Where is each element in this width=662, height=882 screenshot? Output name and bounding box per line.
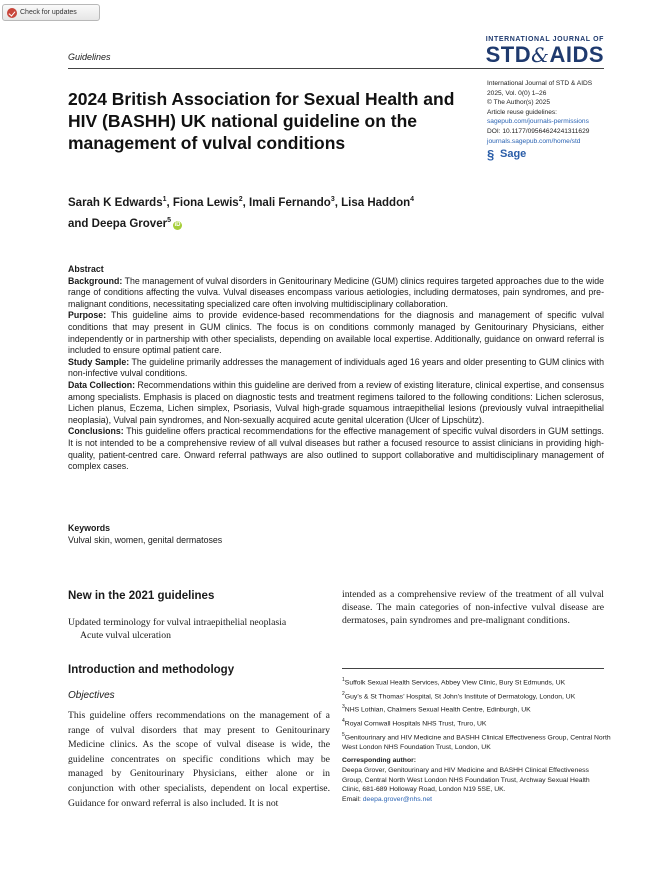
abstract-data-label: Data Collection: [68,379,135,390]
abstract-background [68,276,604,311]
journal-logo-aids: AIDS [549,42,604,67]
orcid-icon[interactable]: iD [174,221,181,228]
author-affiliation: 5 [167,216,171,224]
author-name: Deepa Grover [91,217,168,230]
email-link[interactable]: deepa.grover@nhs.net [362,796,433,804]
email-label: Email: [342,796,363,804]
author-affiliation: 2 [238,196,243,203]
author-list [68,191,488,233]
author-affiliation: 4 [410,196,415,203]
keywords-heading: Keywords [68,523,111,533]
journal-volume: 2025, Vol. 0(0) 1–26 [487,89,547,97]
abstract-background-label: Background: [68,275,123,286]
journal-logo-std: STD [485,42,532,67]
journal-info [487,79,617,161]
abstract-purpose [68,310,604,356]
reuse-label: Article reuse guidelines: [487,108,558,116]
affiliation-item [342,730,612,754]
left-column [68,590,330,811]
abstract-data-collection [68,380,604,426]
objectives-text: This guideline offers recommendations on the management of a range of vulval disorders that may present to Genitourinary Medicine clinics. As the scope of vulval disease is wide, the guideline concentrates on specific conditions which may be managed by Genitourinary Physicians, either alone or in conjunction with other specialists, dependent on local expertise. Guidance for onward referral is also included. It is not [68,710,330,809]
footnote-divider [342,668,604,669]
new-in-guidelines-heading: New in the 2021 guidelines [68,590,215,602]
corresponding-text: Deepa Grover, Genitourinary and HIV Medicine and BASHH Clinical Effectiveness Group, Central North West London NHS Foundation Trust, Archway Sexual Health Clinic, 681-689 Holloway Road, London N19 5SE, UK. [342,766,590,794]
corresponding-author [342,756,607,805]
affiliation-item [342,675,612,689]
objectives-heading: Objectives [68,690,115,701]
right-column-text: intended as a comprehensive review of the treatment of all vulval disease. The main categories of non-infective vulval disease are dermatoses, pain syndromes and pre-malignant conditions. [342,589,604,626]
abstract-purpose-text: This guideline aims to provide evidence-based recommendations for the diagnosis and management of specific vulval conditions that may present in GUM clinics. The focus is on conditions commonly managed by Genitourinary Physicians, either independently or in partnership with other specialists, depending on available local expertise. Additionally, guidance on onward referral is included to ensure optimal patient care. [68,310,604,356]
authors-line2 [68,212,488,233]
author-affiliation: 1 [162,196,167,203]
corresponding-email-row [342,795,607,805]
check-for-updates-button[interactable] [2,4,100,21]
keywords [68,522,604,546]
affiliation-text: NHS Lothian, Chalmers Sexual Health Centre, Edinburgh, UK [344,706,531,714]
affiliation-number: 3 [342,704,345,711]
abstract [68,264,604,473]
doi: DOI: 10.1177/09564624241311629 [487,127,590,135]
abstract-study-sample [68,357,604,380]
affiliation-number: 4 [342,718,345,725]
list-item: Updated terminology for vulval intraepithelial neoplasia [68,617,287,628]
abstract-background-text: The management of vulval disorders in Genitourinary Medicine (GUM) clinics requires targeted approaches due to the wide range of conditions affecting the vulva. Vulval diseases encompass various aetiologies, including dermatoses, pain syndromes, and pre-malignant conditions, necessitating specialized care often involving multidisciplinary collaboration. [68,275,604,309]
affiliation-number: 5 [342,731,345,738]
abstract-sample-text: The guideline primarily addresses the management of individuals aged 16 years and older presenting to GUM clinics with non-infective vulval conditions. [68,356,604,379]
journal-name: International Journal of STD & AIDS [487,80,593,87]
authors-line1: Sarah K Edwards$^1$, Fiona Lewis$^2$, Imali Fernando$^3$, Lisa Haddon$^4$ [68,196,415,209]
affiliation-item [342,702,612,716]
affiliation-number: 2 [342,690,345,697]
abstract-sample-label: Study Sample: [68,356,130,367]
keywords-text: Vulval skin, women, genital dermatoses [68,535,223,545]
author-affiliation: 3 [330,196,335,203]
author-name: Lisa Haddon [341,196,411,209]
intro-heading: Introduction and methodology [68,664,235,676]
reuse-link[interactable]: sagepub.com/journals-permissions [487,118,589,126]
abstract-conclusions-label: Conclusions: [68,426,124,437]
affiliation-text: Suffolk Sexual Health Services, Abbey View Clinic, Bury St Edmunds, UK [344,679,566,687]
journal-home-link[interactable]: journals.sagepub.com/home/std [487,137,581,145]
journal-logo-title [486,44,604,66]
author-name: Imali Fernando [249,196,331,209]
abstract-data-text: Recommendations within this guideline are derived from a review of existing literature, clinical expertise, and consensus among specialists. Emphasis is placed on diagnostic tests and treatment regimens tailored to the following conditions: Lichen sclerosus, Lichen planus, Eczema, Lichen simplex, Psoriasis, Vulval high-grade squamous intraepithelial lesions (previously vulval intraepithelial neoplasia), Vulval pain syndromes, and Non-sexually acquired acute genital ulceration (Ulcer of Lipschütz). [68,379,604,425]
affiliation-text: Guy’s & St Thomas’ Hospital, St John’s Institute of Dermatology, London, UK [344,692,576,700]
sage-s-icon: § [487,147,495,163]
abstract-conclusions-text: This guideline offers practical recommendations for the effective management of specific vulval disorders in GUM settings. It is not intended to be a comprehensive review of all vulval diseases but rather a focused resource to assist clinicians in providing high-quality, patient-centred care. Onward referral pathways are also outlined to support collaborative and multidisciplinary management of complex cases. [68,426,604,472]
header-divider [68,68,604,69]
affiliation-number: 1 [342,677,345,683]
affiliation-text: Genitourinary and HIV Medicine and BASHH Clinical Effectiveness Group, Central North West London NHS Foundation Trust, London, UK [342,733,611,752]
copyright: © The Author(s) 2025 [487,99,551,107]
sage-logo [487,149,617,161]
author-name: Sarah K Edwards [68,196,163,209]
article-title: 2024 British Association for Sexual Health and HIV (BASHH) UK national guideline on the management of vulval conditions [68,89,455,153]
section-label: Guidelines [68,52,111,62]
abstract-heading: Abstract [68,264,104,274]
publisher-name: Sage [500,148,527,161]
journal-logo-amp: & [531,43,550,67]
affiliation-item [342,689,612,703]
authors-and: and [68,217,92,230]
abstract-purpose-label: Purpose: [68,310,107,321]
abstract-conclusions [68,426,604,472]
author-name: Fiona Lewis [172,196,239,209]
journal-logo-line1: INTERNATIONAL JOURNAL OF [485,36,604,43]
check-for-updates-label: Check for updates [20,9,77,16]
affiliations [342,675,612,754]
list-item: Acute vulval ulceration [80,630,171,641]
check-updates-icon [7,8,17,18]
affiliation-text: Royal Cornwall Hospitals NHS Trust, Truro, UK [344,720,487,728]
new-items-list [68,616,330,642]
corresponding-heading: Corresponding author: [342,757,417,764]
journal-logo [486,36,604,66]
affiliation-item [342,716,612,730]
